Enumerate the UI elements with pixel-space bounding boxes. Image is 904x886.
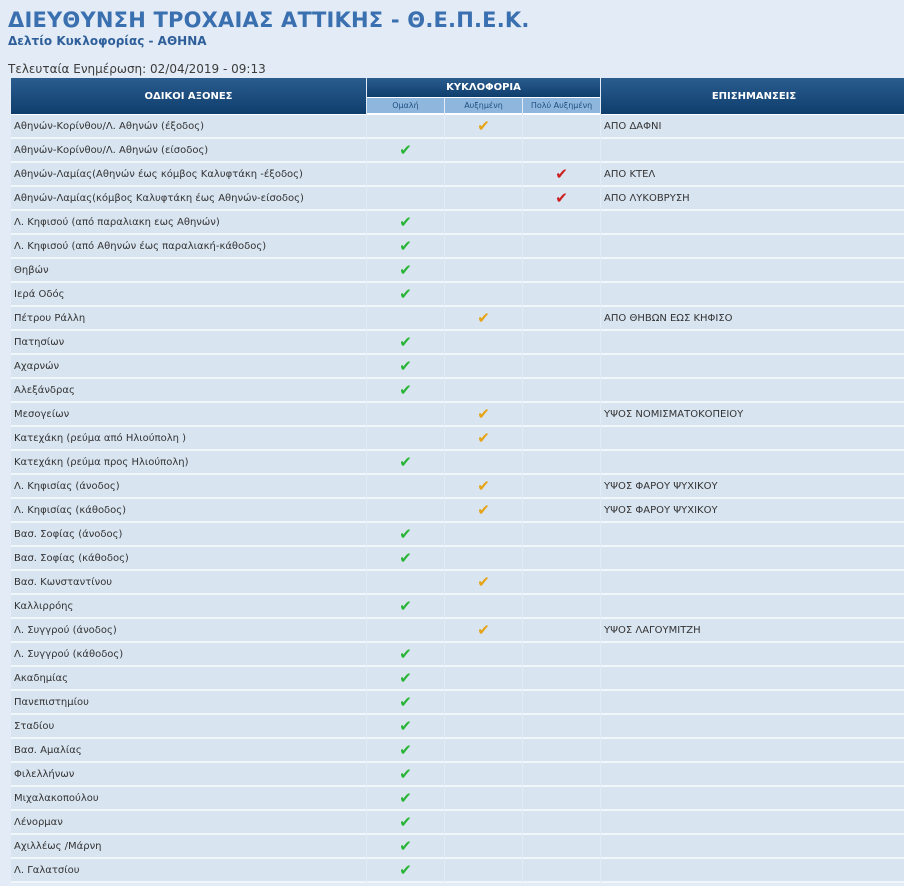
traffic-level-cell bbox=[445, 259, 522, 283]
traffic-level-cell bbox=[523, 331, 600, 355]
road-name: Πατησίων bbox=[11, 331, 366, 355]
check-mark-icon: ✔ bbox=[399, 236, 412, 255]
road-name: Μεσογείων bbox=[11, 403, 366, 427]
traffic-level-cell bbox=[445, 571, 522, 595]
table-row bbox=[11, 499, 904, 523]
note-text bbox=[601, 139, 904, 163]
road-name: Λένορμαν bbox=[11, 811, 366, 835]
traffic-level-cell bbox=[367, 235, 444, 259]
traffic-level-cell bbox=[523, 307, 600, 331]
road-name: Λ. Συγγρού (άνοδος) bbox=[11, 619, 366, 643]
check-mark-icon: ✔ bbox=[555, 164, 568, 183]
traffic-level-cell bbox=[367, 571, 444, 595]
table-row bbox=[11, 283, 904, 307]
traffic-level-cell bbox=[367, 307, 444, 331]
traffic-level-cell bbox=[523, 811, 600, 835]
traffic-table bbox=[10, 78, 904, 883]
check-mark-icon: ✔ bbox=[477, 404, 490, 423]
check-mark-icon: ✔ bbox=[399, 524, 412, 543]
road-name: Ιερά Οδός bbox=[11, 283, 366, 307]
traffic-level-cell bbox=[445, 667, 522, 691]
table-row bbox=[11, 715, 904, 739]
page-subtitle: Δελτίο Κυκλοφορίας - ΑΘΗΝΑ bbox=[8, 34, 207, 48]
note-text bbox=[601, 739, 904, 763]
road-name: Αθηνών-Κορίνθου/Λ. Αθηνών (έξοδος) bbox=[11, 115, 366, 139]
road-name: Λ. Κηφισίας (κάθοδος) bbox=[11, 499, 366, 523]
note-text bbox=[601, 547, 904, 571]
check-mark-icon: ✔ bbox=[399, 548, 412, 567]
traffic-level-cell bbox=[523, 115, 600, 139]
table-row bbox=[11, 403, 904, 427]
check-mark-icon: ✔ bbox=[399, 812, 412, 831]
check-mark-icon: ✔ bbox=[477, 620, 490, 639]
traffic-level-cell bbox=[445, 307, 522, 331]
level-very-increased-header: Πολύ Αυξημένη bbox=[523, 98, 600, 115]
page-title: ΔΙΕΥΘΥΝΣΗ ΤΡΟΧΑΙΑΣ ΑΤΤΙΚΗΣ - Θ.Ε.Π.Ε.Κ. bbox=[8, 8, 530, 32]
traffic-level-cell bbox=[367, 163, 444, 187]
note-text: ΥΨΟΣ ΝΟΜΙΣΜΑΤΟΚΟΠΕΙΟΥ bbox=[601, 403, 904, 427]
road-name: Λ. Κηφισού (από παραλιακη εως Αθηνών) bbox=[11, 211, 366, 235]
road-name: Καλλιρρόης bbox=[11, 595, 366, 619]
traffic-level-cell bbox=[523, 643, 600, 667]
note-text bbox=[601, 355, 904, 379]
traffic-level-cell bbox=[445, 811, 522, 835]
traffic-level-cell bbox=[523, 835, 600, 859]
traffic-level-cell bbox=[523, 451, 600, 475]
check-mark-icon: ✔ bbox=[399, 716, 412, 735]
traffic-level-cell bbox=[367, 763, 444, 787]
note-text bbox=[601, 859, 904, 883]
road-name: Αθηνών-Κορίνθου/Λ. Αθηνών (είσοδος) bbox=[11, 139, 366, 163]
traffic-level-cell bbox=[367, 115, 444, 139]
note-text bbox=[601, 379, 904, 403]
traffic-level-cell bbox=[445, 763, 522, 787]
note-text bbox=[601, 835, 904, 859]
table-row bbox=[11, 859, 904, 883]
table-row bbox=[11, 739, 904, 763]
traffic-level-cell bbox=[367, 355, 444, 379]
table-row bbox=[11, 595, 904, 619]
traffic-level-cell bbox=[367, 283, 444, 307]
traffic-level-cell bbox=[523, 667, 600, 691]
traffic-level-cell bbox=[367, 835, 444, 859]
traffic-level-cell bbox=[523, 235, 600, 259]
road-name: Πανεπιστημίου bbox=[11, 691, 366, 715]
check-mark-icon: ✔ bbox=[399, 764, 412, 783]
level-normal-header: Ομαλή bbox=[367, 98, 444, 115]
traffic-level-cell bbox=[367, 811, 444, 835]
note-text: ΑΠΟ ΔΑΦΝΙ bbox=[601, 115, 904, 139]
check-mark-icon: ✔ bbox=[399, 788, 412, 807]
note-text bbox=[601, 643, 904, 667]
traffic-level-cell bbox=[445, 547, 522, 571]
traffic-level-cell bbox=[445, 475, 522, 499]
road-name: Αλεξάνδρας bbox=[11, 379, 366, 403]
table-row bbox=[11, 667, 904, 691]
table-row bbox=[11, 547, 904, 571]
note-text: ΑΠΟ ΚΤΕΛ bbox=[601, 163, 904, 187]
traffic-level-cell bbox=[445, 691, 522, 715]
table-row bbox=[11, 427, 904, 451]
table-row bbox=[11, 115, 904, 139]
traffic-level-cell bbox=[367, 739, 444, 763]
note-text bbox=[601, 451, 904, 475]
traffic-level-cell bbox=[367, 403, 444, 427]
check-mark-icon: ✔ bbox=[477, 116, 490, 135]
table-row bbox=[11, 835, 904, 859]
check-mark-icon: ✔ bbox=[477, 476, 490, 495]
traffic-level-cell bbox=[367, 139, 444, 163]
table-row bbox=[11, 235, 904, 259]
traffic-level-cell bbox=[445, 115, 522, 139]
note-text bbox=[601, 523, 904, 547]
traffic-level-cell bbox=[367, 643, 444, 667]
traffic-level-cell bbox=[523, 763, 600, 787]
traffic-level-cell bbox=[523, 259, 600, 283]
traffic-level-cell bbox=[445, 163, 522, 187]
traffic-level-cell bbox=[523, 355, 600, 379]
road-name: Θηβών bbox=[11, 259, 366, 283]
last-update-text: Τελευταία Ενημέρωση: 02/04/2019 - 09:13 bbox=[8, 62, 266, 76]
table-row bbox=[11, 451, 904, 475]
traffic-level-cell bbox=[523, 739, 600, 763]
traffic-level-cell bbox=[367, 691, 444, 715]
table-row bbox=[11, 643, 904, 667]
traffic-level-cell bbox=[445, 403, 522, 427]
note-text: ΥΨΟΣ ΛΑΓΟΥΜΙΤΖΗ bbox=[601, 619, 904, 643]
traffic-level-cell bbox=[523, 139, 600, 163]
note-text bbox=[601, 763, 904, 787]
traffic-level-cell bbox=[523, 523, 600, 547]
table-row bbox=[11, 139, 904, 163]
check-mark-icon: ✔ bbox=[399, 452, 412, 471]
traffic-level-cell bbox=[367, 667, 444, 691]
traffic-level-cell bbox=[523, 475, 600, 499]
traffic-level-cell bbox=[523, 163, 600, 187]
table-row bbox=[11, 379, 904, 403]
note-text: ΑΠΟ ΘΗΒΩΝ ΕΩΣ ΚΗΦΙΣΟ bbox=[601, 307, 904, 331]
note-text bbox=[601, 211, 904, 235]
traffic-level-cell bbox=[445, 859, 522, 883]
note-text bbox=[601, 259, 904, 283]
road-name: Λ. Κηφισού (από Αθηνών έως παραλιακή-κάθοδος) bbox=[11, 235, 366, 259]
table-row bbox=[11, 523, 904, 547]
traffic-level-cell bbox=[367, 595, 444, 619]
traffic-level-cell bbox=[445, 283, 522, 307]
traffic-level-cell bbox=[445, 379, 522, 403]
check-mark-icon: ✔ bbox=[399, 212, 412, 231]
traffic-level-cell bbox=[445, 523, 522, 547]
traffic-level-cell bbox=[445, 139, 522, 163]
road-name: Αθηνών-Λαμίας(κόμβος Καλυφτάκη έως Αθηνών-είσοδος) bbox=[11, 187, 366, 211]
check-mark-icon: ✔ bbox=[399, 596, 412, 615]
road-name: Σταδίου bbox=[11, 715, 366, 739]
traffic-level-cell bbox=[445, 331, 522, 355]
note-text bbox=[601, 331, 904, 355]
level-increased-header: Αυξημένη bbox=[445, 98, 522, 115]
road-name: Βασ. Σοφίας (άνοδος) bbox=[11, 523, 366, 547]
roads-column-header: ΟΔΙΚΟΙ ΑΞΟΝΕΣ bbox=[11, 78, 366, 115]
note-text bbox=[601, 595, 904, 619]
note-text: ΥΨΟΣ ΦΑΡΟΥ ΨΥΧΙΚΟΥ bbox=[601, 475, 904, 499]
traffic-level-cell bbox=[523, 187, 600, 211]
check-mark-icon: ✔ bbox=[399, 644, 412, 663]
traffic-level-cell bbox=[523, 859, 600, 883]
traffic-level-cell bbox=[445, 619, 522, 643]
note-text bbox=[601, 787, 904, 811]
traffic-level-cell bbox=[367, 379, 444, 403]
note-text bbox=[601, 667, 904, 691]
note-text bbox=[601, 691, 904, 715]
traffic-level-cell bbox=[367, 259, 444, 283]
road-name: Αχαρνών bbox=[11, 355, 366, 379]
traffic-level-cell bbox=[367, 211, 444, 235]
check-mark-icon: ✔ bbox=[399, 668, 412, 687]
traffic-level-cell bbox=[445, 595, 522, 619]
road-name: Λ. Κηφισίας (άνοδος) bbox=[11, 475, 366, 499]
traffic-level-cell bbox=[445, 643, 522, 667]
table-row bbox=[11, 187, 904, 211]
traffic-level-cell bbox=[367, 331, 444, 355]
road-name: Λ. Γαλατσίου bbox=[11, 859, 366, 883]
check-mark-icon: ✔ bbox=[399, 860, 412, 879]
check-mark-icon: ✔ bbox=[399, 380, 412, 399]
check-mark-icon: ✔ bbox=[399, 284, 412, 303]
traffic-level-cell bbox=[367, 715, 444, 739]
check-mark-icon: ✔ bbox=[477, 572, 490, 591]
traffic-level-cell bbox=[445, 835, 522, 859]
traffic-level-cell bbox=[445, 187, 522, 211]
traffic-level-cell bbox=[523, 787, 600, 811]
traffic-level-cell bbox=[445, 739, 522, 763]
road-name: Αχιλλέως /Μάρνη bbox=[11, 835, 366, 859]
road-name: Βασ. Σοφίας (κάθοδος) bbox=[11, 547, 366, 571]
note-text bbox=[601, 715, 904, 739]
traffic-level-cell bbox=[523, 715, 600, 739]
road-name: Βασ. Κωνσταντίνου bbox=[11, 571, 366, 595]
table-row bbox=[11, 259, 904, 283]
traffic-level-cell bbox=[367, 523, 444, 547]
traffic-level-cell bbox=[367, 859, 444, 883]
traffic-level-cell bbox=[523, 403, 600, 427]
traffic-level-cell bbox=[367, 187, 444, 211]
check-mark-icon: ✔ bbox=[399, 332, 412, 351]
road-name: Αθηνών-Λαμίας(Αθηνών έως κόμβος Καλυφτάκη -έξοδος) bbox=[11, 163, 366, 187]
traffic-level-cell bbox=[523, 379, 600, 403]
traffic-level-cell bbox=[445, 235, 522, 259]
check-mark-icon: ✔ bbox=[399, 260, 412, 279]
road-name: Λ. Συγγρού (κάθοδος) bbox=[11, 643, 366, 667]
note-text bbox=[601, 571, 904, 595]
road-name: Πέτρου Ράλλη bbox=[11, 307, 366, 331]
table-row bbox=[11, 307, 904, 331]
table-row bbox=[11, 811, 904, 835]
table-row bbox=[11, 787, 904, 811]
check-mark-icon: ✔ bbox=[477, 500, 490, 519]
traffic-level-cell bbox=[367, 499, 444, 523]
table-row bbox=[11, 571, 904, 595]
check-mark-icon: ✔ bbox=[555, 188, 568, 207]
note-text bbox=[601, 811, 904, 835]
traffic-level-cell bbox=[523, 691, 600, 715]
check-mark-icon: ✔ bbox=[399, 692, 412, 711]
traffic-level-cell bbox=[445, 499, 522, 523]
traffic-column-header: ΚΥΚΛΟΦΟΡΙΑ bbox=[367, 78, 600, 98]
note-text bbox=[601, 427, 904, 451]
traffic-level-cell bbox=[523, 619, 600, 643]
traffic-level-cell bbox=[367, 475, 444, 499]
traffic-level-cell bbox=[445, 715, 522, 739]
road-name: Φιλελλήνων bbox=[11, 763, 366, 787]
traffic-level-cell bbox=[523, 595, 600, 619]
table-row bbox=[11, 163, 904, 187]
traffic-level-cell bbox=[445, 211, 522, 235]
traffic-level-cell bbox=[523, 499, 600, 523]
road-name: Κατεχάκη (ρεύμα προς Ηλιούπολη) bbox=[11, 451, 366, 475]
traffic-level-cell bbox=[367, 427, 444, 451]
notes-column-header: ΕΠΙΣΗΜΑΝΣΕΙΣ bbox=[601, 78, 904, 115]
road-name: Μιχαλακοπούλου bbox=[11, 787, 366, 811]
table-row bbox=[11, 619, 904, 643]
traffic-level-cell bbox=[445, 427, 522, 451]
table-row bbox=[11, 691, 904, 715]
traffic-level-cell bbox=[367, 547, 444, 571]
note-text: ΥΨΟΣ ΦΑΡΟΥ ΨΥΧΙΚΟΥ bbox=[601, 499, 904, 523]
check-mark-icon: ✔ bbox=[399, 740, 412, 759]
road-name: Κατεχάκη (ρεύμα από Ηλιούπολη ) bbox=[11, 427, 366, 451]
traffic-level-cell bbox=[367, 451, 444, 475]
table-row bbox=[11, 475, 904, 499]
note-text bbox=[601, 283, 904, 307]
traffic-level-cell bbox=[367, 787, 444, 811]
traffic-level-cell bbox=[523, 283, 600, 307]
traffic-level-cell bbox=[445, 787, 522, 811]
table-row bbox=[11, 331, 904, 355]
table-row bbox=[11, 355, 904, 379]
note-text bbox=[601, 235, 904, 259]
check-mark-icon: ✔ bbox=[399, 836, 412, 855]
road-name: Βασ. Αμαλίας bbox=[11, 739, 366, 763]
check-mark-icon: ✔ bbox=[399, 140, 412, 159]
check-mark-icon: ✔ bbox=[399, 356, 412, 375]
traffic-level-cell bbox=[445, 355, 522, 379]
table-row bbox=[11, 211, 904, 235]
table-row bbox=[11, 763, 904, 787]
note-text: ΑΠΟ ΛΥΚΟΒΡΥΣΗ bbox=[601, 187, 904, 211]
road-name: Ακαδημίας bbox=[11, 667, 366, 691]
traffic-level-cell bbox=[523, 427, 600, 451]
traffic-level-cell bbox=[523, 547, 600, 571]
traffic-level-cell bbox=[523, 571, 600, 595]
traffic-level-cell bbox=[523, 211, 600, 235]
traffic-level-cell bbox=[367, 619, 444, 643]
check-mark-icon: ✔ bbox=[477, 308, 490, 327]
check-mark-icon: ✔ bbox=[477, 428, 490, 447]
traffic-level-cell bbox=[445, 451, 522, 475]
